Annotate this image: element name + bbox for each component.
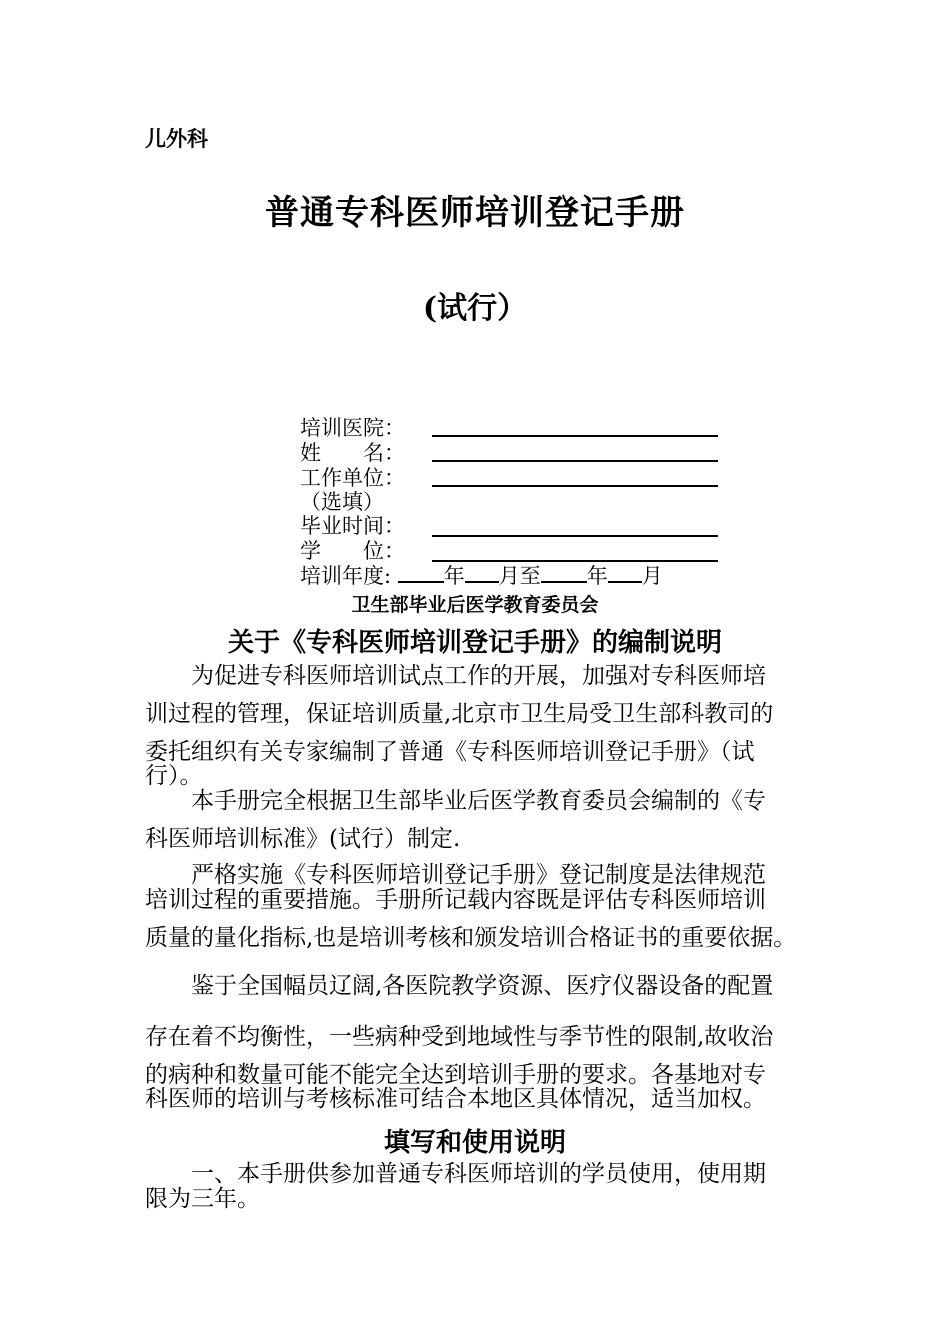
start-month-blank[interactable]	[465, 563, 499, 583]
name-label: 姓 名：	[300, 441, 405, 465]
graduation-field-line[interactable]	[432, 535, 718, 537]
degree-field-line[interactable]	[432, 560, 718, 562]
paragraph-line: 行）。	[145, 763, 203, 789]
end-year-blank[interactable]	[541, 563, 587, 583]
paragraph-line: 本手册完全根据卫生部毕业后医学教育委员会编制的《专	[145, 788, 766, 814]
hospital-label: 培训医院：	[300, 416, 405, 440]
paragraph-line: 质量的量化指标,也是培训考核和颁发培训合格证书的重要依据。	[145, 925, 797, 951]
workplace-label: 工作单位：	[300, 466, 405, 490]
document-subtitle: (试行）	[422, 291, 528, 326]
paragraph-line: 培训过程的重要措施。手册所记载内容既是评估专科医师培训	[145, 887, 766, 913]
paragraph-line: 委托组织有关专家编制了普通《专科医师培训登记手册》（试	[145, 739, 755, 765]
paragraph-line: 为促进专科医师培训试点工作的开展，加强对专科医师培	[145, 663, 766, 689]
to-char: 至	[519, 564, 541, 588]
year-char: 年	[443, 564, 465, 588]
paragraph-line: 存在着不均衡性，一些病种受到地域性与季节性的限制,故收治	[145, 1024, 774, 1050]
paragraph-line: 训过程的管理，保证培训质量,北京市卫生局受卫生部科教司的	[145, 701, 774, 727]
training-year-label: 培训年度:	[300, 564, 392, 588]
committee-name: 卫生部毕业后医学教育委员会	[351, 594, 599, 616]
usage-line: 限为三年。	[145, 1186, 260, 1212]
month-char: 月	[498, 564, 520, 588]
graduation-label: 毕业时间：	[300, 514, 405, 538]
hospital-field-line[interactable]	[432, 435, 718, 437]
department-label: 儿外科	[145, 126, 208, 151]
year-char-end: 年	[586, 564, 608, 588]
paragraph-line: 的病种和数量可能不能完全达到培训手册的要求。各基地对专	[145, 1062, 766, 1088]
usage-line: 一、本手册供参加普通专科医师培训的学员使用，使用期	[145, 1161, 766, 1187]
training-year-row	[300, 563, 663, 588]
end-month-blank[interactable]	[608, 563, 642, 583]
document-title: 普通专科医师培训登记手册	[265, 193, 685, 233]
compilation-heading: 关于《专科医师培训登记手册》的编制说明	[227, 628, 722, 658]
paragraph-line: 科医师培训标准》(试行）制定.	[145, 826, 461, 852]
paragraph-line: 鉴于全国幅员辽阔,各医院教学资源、医疗仪器设备的配置	[145, 973, 774, 999]
month-char-end: 月	[641, 564, 663, 588]
start-year-blank[interactable]	[398, 563, 444, 583]
paragraph-line: 科医师的培训与考核标准可结合本地区具体情况，适当加权。	[145, 1086, 766, 1112]
usage-heading: 填写和使用说明	[383, 1128, 566, 1158]
name-field-line[interactable]	[432, 460, 718, 462]
paragraph-line: 严格实施《专科医师培训登记手册》登记制度是法律规范	[145, 862, 766, 888]
optional-note: （选填）	[300, 490, 384, 514]
workplace-field-line[interactable]	[432, 485, 718, 487]
degree-label: 学 位：	[300, 539, 405, 563]
